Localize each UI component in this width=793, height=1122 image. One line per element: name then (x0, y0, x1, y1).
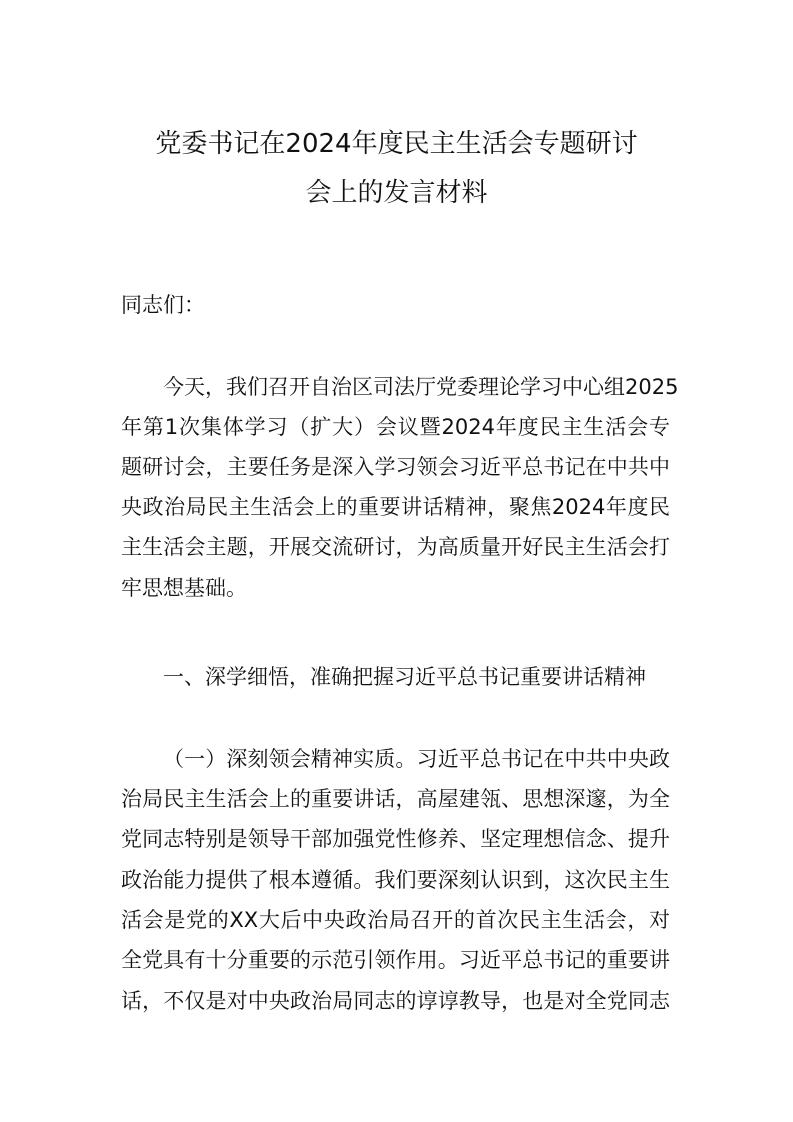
paragraph-2-line: 党同志特别是领导干部加强党性修养、坚定理想信念、提升 (121, 827, 670, 851)
paragraph-1-line: 年第1次集体学习（扩大）会议暨2024年度民主生活会专 (121, 415, 670, 439)
paragraph-2-line: 全党具有十分重要的示范引领作用。习近平总书记的重要讲 (121, 948, 670, 972)
paragraph-2-line: 话，不仅是对中央政治局同志的谆谆教导，也是对全党同志 (121, 989, 670, 1013)
paragraph-2-line: 活会是党的XX大后中央政治局召开的首次民主生活会，对 (121, 908, 670, 932)
paragraph-2-line: （一）深刻领会精神实质。习近平总书记在中共中央政 (163, 747, 670, 771)
salutation: 同志们： (121, 293, 205, 317)
section-heading: 一、深学细悟，准确把握习近平总书记重要讲话精神 (163, 665, 646, 689)
document-title-line-1: 党委书记在2024年度民主生活会专题研讨 (155, 129, 638, 159)
document-title-line-2: 会上的发言材料 (305, 178, 488, 208)
paragraph-2-line: 治局民主生活会上的重要讲话，高屋建瓴、思想深邃，为全 (121, 787, 670, 811)
paragraph-1-line: 央政治局民主生活会上的重要讲话精神，聚焦2024年度民 (121, 495, 670, 519)
paragraph-1-line: 今天，我们召开自治区司法厅党委理论学习中心组2025 (163, 375, 679, 399)
paragraph-1-line: 题研讨会，主要任务是深入学习领会习近平总书记在中共中 (121, 455, 670, 479)
paragraph-2-line: 政治能力提供了根本遵循。我们要深刻认识到，这次民主生 (121, 868, 670, 892)
paragraph-1-line: 牢思想基础。 (121, 576, 247, 600)
paragraph-1-line: 主生活会主题，开展交流研讨，为高质量开好民主生活会打 (121, 535, 670, 559)
